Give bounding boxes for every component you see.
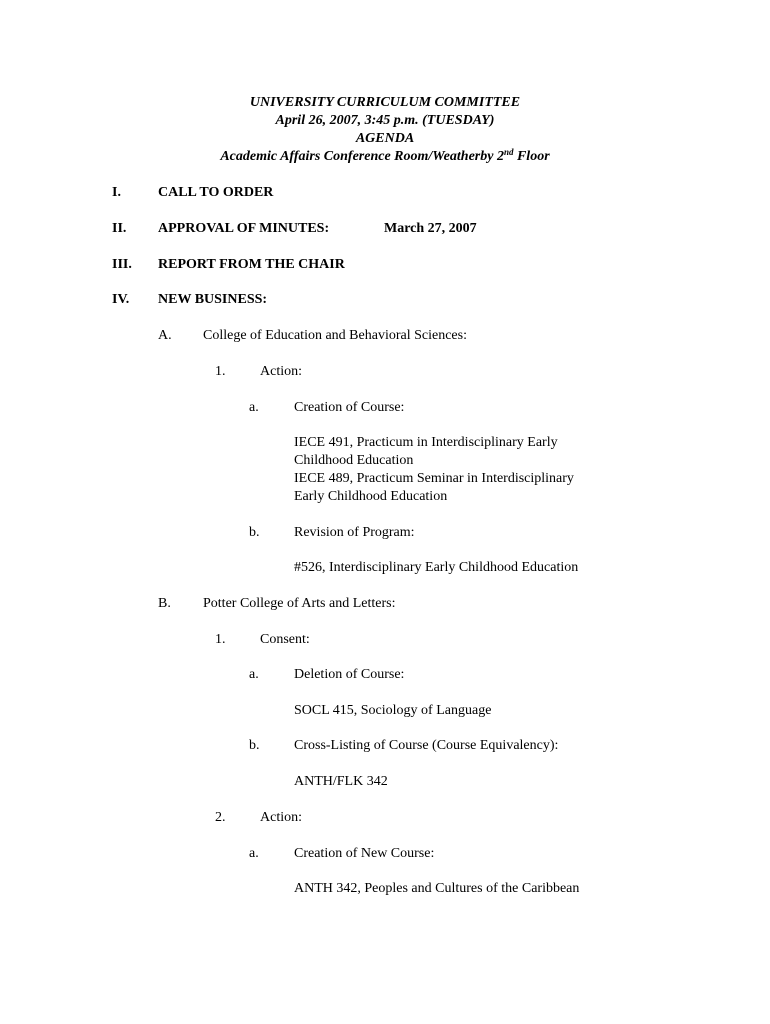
subitem-letter: a. bbox=[249, 846, 259, 861]
section-number-1: I. bbox=[112, 185, 121, 200]
course-line: IECE 491, Practicum in Interdisciplinary Early bbox=[294, 435, 558, 450]
section-title-approval-of-minutes: APPROVAL OF MINUTES: bbox=[158, 221, 330, 236]
committee-title: UNIVERSITY CURRICULUM COMMITTEE bbox=[249, 95, 521, 110]
creation-of-course-label: Creation of Course: bbox=[294, 400, 405, 415]
section-number-4: IV. bbox=[112, 292, 130, 307]
minutes-date: March 27, 2007 bbox=[384, 221, 477, 236]
cross-listing-label: Cross-Listing of Course (Course Equivalency): bbox=[294, 738, 559, 753]
location-superscript: nd bbox=[503, 147, 514, 157]
course-detail: SOCL 415, Sociology of Language bbox=[294, 703, 492, 718]
location-text: Academic Affairs Conference Room/Weatherby 2 bbox=[220, 149, 504, 164]
course-line: Early Childhood Education bbox=[294, 489, 448, 504]
section-title-new-business: NEW BUSINESS: bbox=[158, 292, 268, 307]
revision-of-program-label: Revision of Program: bbox=[294, 525, 415, 540]
course-line: IECE 489, Practicum Seminar in Interdisciplinary bbox=[294, 471, 574, 486]
agenda-heading: AGENDA bbox=[355, 131, 415, 146]
subitem-letter: a. bbox=[249, 400, 259, 415]
subitem-letter: b. bbox=[249, 525, 260, 540]
action-label: Action: bbox=[260, 810, 302, 825]
item-number: 2. bbox=[215, 810, 226, 825]
course-line: Childhood Education bbox=[294, 453, 414, 468]
action-label: Action: bbox=[260, 364, 302, 379]
course-detail: ANTH 342, Peoples and Cultures of the Caribbean bbox=[294, 881, 580, 896]
subitem-letter: b. bbox=[249, 738, 260, 753]
meeting-date: April 26, 2007, 3:45 p.m. (TUESDAY) bbox=[275, 113, 495, 128]
meeting-location bbox=[0, 148, 770, 166]
program-detail: #526, Interdisciplinary Early Childhood Education bbox=[294, 560, 579, 575]
consent-label: Consent: bbox=[260, 632, 310, 647]
deletion-of-course-label: Deletion of Course: bbox=[294, 667, 405, 682]
item-letter-a: A. bbox=[158, 328, 172, 343]
college-education-title: College of Education and Behavioral Sciences: bbox=[203, 328, 467, 343]
item-letter-b: B. bbox=[158, 596, 171, 611]
course-detail: ANTH/FLK 342 bbox=[294, 774, 388, 789]
location-suffix: Floor bbox=[513, 149, 550, 164]
potter-college-title: Potter College of Arts and Letters: bbox=[203, 596, 396, 611]
section-number-2: II. bbox=[112, 221, 127, 236]
subitem-letter: a. bbox=[249, 667, 259, 682]
creation-of-new-course-label: Creation of New Course: bbox=[294, 846, 435, 861]
item-number: 1. bbox=[215, 632, 226, 647]
section-title-call-to-order: CALL TO ORDER bbox=[158, 185, 274, 200]
section-number-3: III. bbox=[112, 257, 132, 272]
section-title-report-from-chair: REPORT FROM THE CHAIR bbox=[158, 257, 345, 272]
item-number: 1. bbox=[215, 364, 226, 379]
